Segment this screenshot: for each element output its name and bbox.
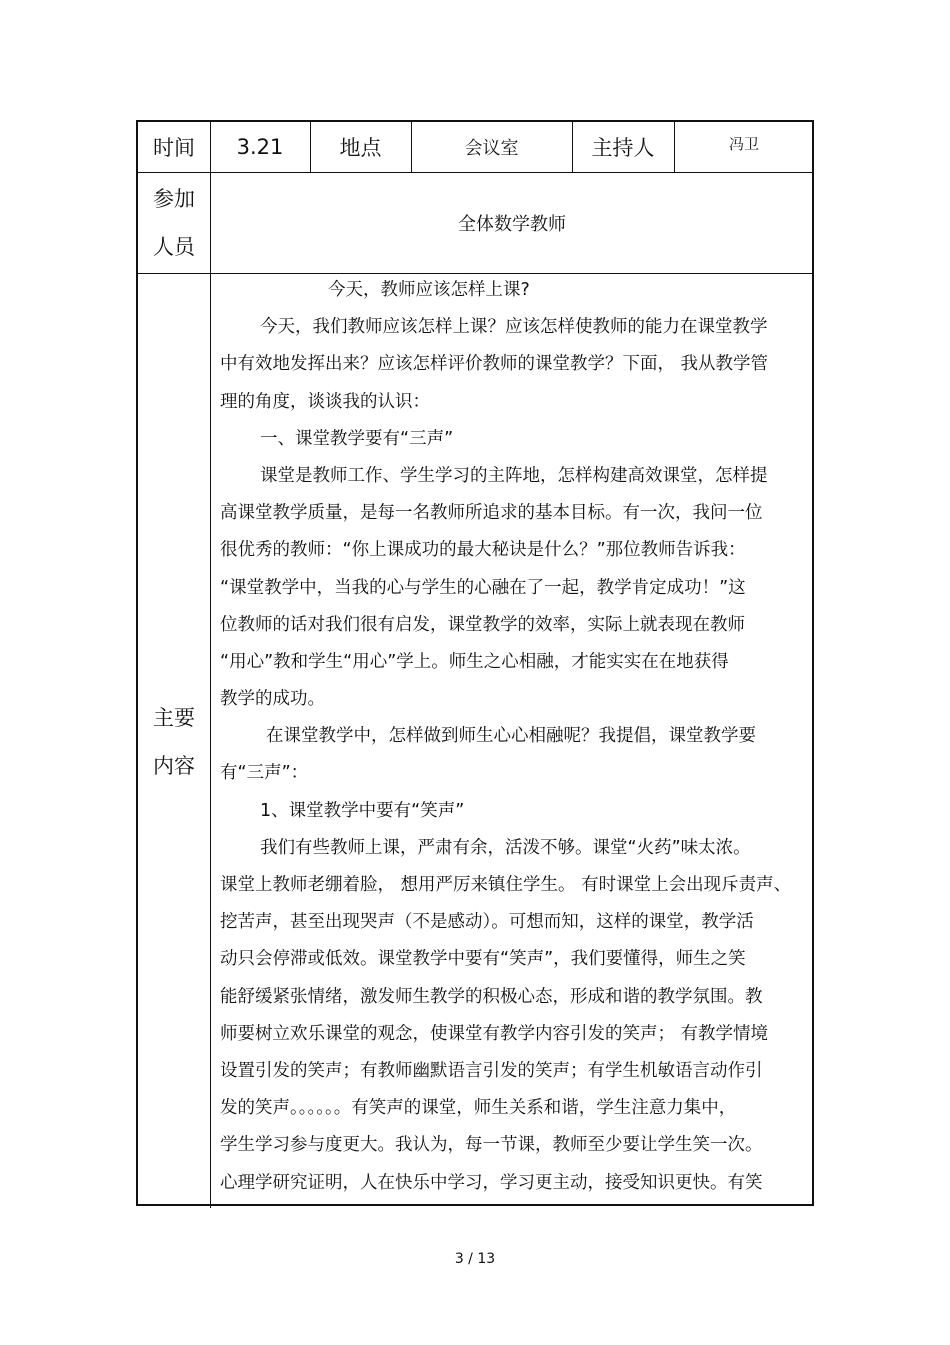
time-value: 3.21 (236, 135, 284, 159)
content-line: 1、课堂教学中要有“笑声” (260, 800, 465, 821)
content-line: 挖苦声，甚至出现哭声（不是感动）。可想而知，这样的课堂，教学活 (220, 912, 754, 933)
content-line: 教学的成功。 (220, 689, 325, 710)
content-line: 位教师的话对我们很有启发，课堂教学的效率，实际上就表现在教师 (220, 614, 745, 635)
content-line: 今天，教师应该怎样上课? (328, 280, 530, 300)
host-label: 主持人 (591, 136, 655, 160)
meeting-record-table (136, 120, 814, 1206)
main-content-body (220, 272, 810, 1202)
time-label: 时间 (153, 136, 195, 160)
content-line: 设置引发的笑声；有教师幽默语言引发的笑声；有学生机敏语言动作引 (220, 1060, 763, 1081)
participants-label-line2: 人员 (153, 235, 195, 259)
page-indicator: 3 / 13 (454, 1251, 496, 1267)
content-line: 一、课堂教学要有“三声” (260, 428, 454, 449)
column-divider (210, 122, 211, 1208)
content-line: 师要树立欢乐课堂的观念，使课堂有教学内容引发的笑声； 有教学情境 (220, 1023, 769, 1044)
content-line: 在课堂教学中，怎样做到师生心心相融呢？我提倡，课堂教学要 (266, 726, 756, 747)
content-line: 能舒缓紧张情绪，激发师生教学的积极心态，形成和谐的教学氛围。教 (220, 986, 763, 1007)
content-line: 心理学研究证明，人在快乐中学习，学习更主动，接受知识更快。有笑 (220, 1172, 763, 1193)
content-line: 我们有些教师上课，严肃有余，活泼不够。课堂“火药”味太浓。 (260, 837, 751, 858)
content-line: “用心”教和学生“用心”学上。师生之心相融，才能实实在在地获得 (220, 651, 729, 672)
content-line: 今天，我们教师应该怎样上课？应该怎样使教师的能力在课堂教学 (260, 317, 768, 338)
participants-value: 全体数学教师 (458, 214, 566, 235)
participants-label-line1: 参加 (153, 187, 195, 211)
content-line: 课堂上教师老绷着脸， 想用严厉来镇住学生。 有时课堂上会出现斥责声、 (220, 875, 792, 895)
content-line: 有“三声”： (220, 763, 309, 784)
content-line: 发的笑声。。。。。。有笑声的课堂，师生关系和谐，学生注意力集中， (220, 1098, 737, 1119)
content-line: 课堂是教师工作、学生学习的主阵地，怎样构建高效课堂，怎样提 (260, 465, 768, 486)
main-content-label-line2: 内容 (153, 754, 195, 778)
content-line: 高课堂教学质量，是每一名教师所追求的基本目标。有一次，我问一位 (220, 503, 763, 524)
content-line: 理的角度，谈谈我的认识： (220, 391, 430, 412)
host-value: 冯卫 (728, 134, 759, 153)
content-line: 很优秀的教师：“你上课成功的最大秘诀是什么？”那位教师告诉我： (220, 540, 746, 561)
content-line: 动只会停滞或低效。课堂教学中要有“笑声”，我们要懂得，师生之笑 (220, 949, 746, 970)
content-line: “课堂教学中，当我的心与学生的心融在了一起，教学肯定成功！”这 (220, 577, 746, 598)
main-content-label (138, 682, 210, 802)
content-line: 中有效地发挥出来？应该怎样评价教师的课堂教学？下面， 我从教学管 (220, 354, 769, 375)
main-content-label-line1: 主要 (153, 706, 195, 730)
content-line: 学生学习参与度更大。我认为，每一节课，教师至少要让学生笑一次。 (220, 1135, 763, 1156)
participants-label (138, 173, 210, 273)
place-value: 会议室 (464, 138, 519, 159)
place-label: 地点 (339, 136, 382, 160)
